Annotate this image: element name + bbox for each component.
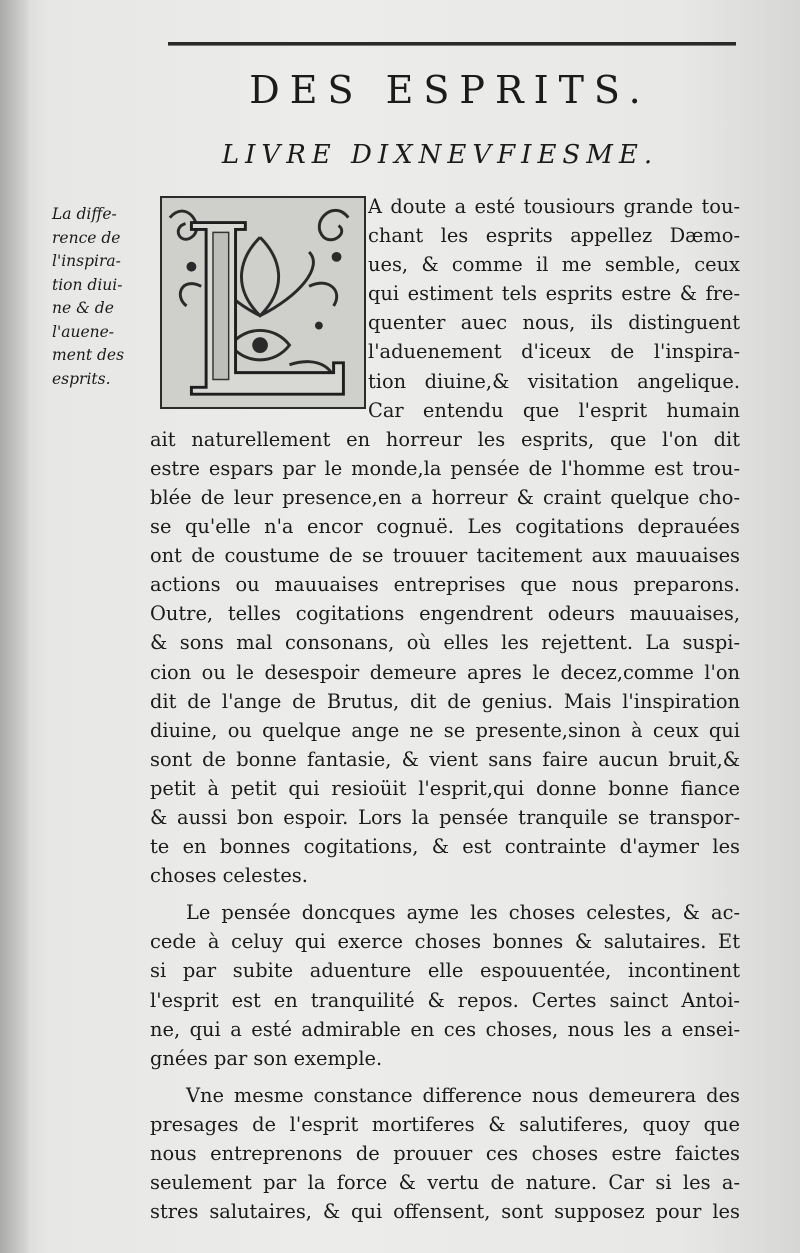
- marginal-line: esprits.: [52, 369, 111, 388]
- marginal-line: tion diui-: [52, 275, 123, 294]
- text-line: actions ou mauuaises entreprises que nous preparons.: [150, 573, 740, 597]
- text-line: cede à celuy qui exerce choses bonnes & salutaires. Et: [150, 930, 740, 954]
- marginal-line: l'auene-: [52, 322, 115, 341]
- marginal-line: rence de: [52, 228, 121, 247]
- text-line: te en bonnes cogitations, & est contrainte d'aymer les: [150, 835, 740, 859]
- text-line: ues, & comme il me semble, ceux: [368, 253, 740, 277]
- marginal-line: l'inspira-: [52, 252, 121, 270]
- text-line: ait naturellement en horreur les esprits, que l'on dit: [150, 427, 740, 451]
- text-line: choses celestes.: [150, 864, 308, 888]
- text-line: seulement par la force & vertu de nature. Car si les a-: [150, 1171, 740, 1195]
- text-line: l'esprit est en tranquilité & repos. Certes sainct Antoi-: [150, 988, 740, 1012]
- text-line: ont de coustume de se trouuer tacitement aux mauuaises: [150, 544, 740, 568]
- text-line: stres salutaires, & qui offensent, sont supposez pour les: [150, 1200, 740, 1224]
- text-line: blée de leur presence,en a horreur & craint quelque cho-: [150, 485, 740, 509]
- text-line: presages de l'esprit mortiferes & salutiferes, quoy que: [150, 1112, 740, 1136]
- text-line: Car entendu que l'esprit humain: [368, 398, 740, 422]
- text-line: petit à petit qui resioüit l'esprit,qui donne bonne fiance: [150, 776, 740, 800]
- text-line: sont de bonne fantasie, & vient sans faire aucun bruit,&: [150, 747, 740, 771]
- text-line: chant les esprits appellez Dæmo-: [368, 224, 740, 248]
- text-line: nous entreprenons de prouuer ces choses estre faictes: [150, 1142, 740, 1165]
- text-line: gnées par son exemple.: [150, 1046, 383, 1070]
- text-line: estre espars par le monde,la pensée de l'homme est trou-: [150, 456, 740, 480]
- text-line: & aussi bon espoir. Lors la pensée tranquile se transpor-: [150, 805, 740, 829]
- body-text: [150, 192, 740, 1226]
- text-line: ne, qui a esté admirable en ces choses, nous les a ensei-: [150, 1017, 740, 1041]
- book-subtitle: LIVRE DIXNEVFIESME.: [221, 140, 659, 170]
- text-line: cion ou le desespoir demeure apres le decez,comme l'on: [150, 660, 740, 684]
- text-line: Vne mesme constance difference nous demeurera des: [186, 1083, 740, 1107]
- marginal-line: La diffe-: [52, 205, 117, 223]
- text-line: tion diuine,& visitation angelique.: [368, 369, 740, 393]
- text-line: dit de l'ange de Brutus, dit de genius. Mais l'inspiration: [150, 689, 740, 713]
- text-line: se qu'elle n'a encor cognuë. Les cogitations deprauées: [150, 515, 740, 539]
- text-line: diuine, ou quelque ange ne se presente,sinon à ceux qui: [150, 718, 740, 742]
- text-line: & sons mal consonans, où elles les rejettent. La suspi-: [150, 631, 740, 655]
- marginal-note: [52, 203, 150, 391]
- header-rule: [168, 42, 736, 46]
- text-line: Le pensée doncques ayme les choses celestes, & ac-: [186, 901, 740, 925]
- text-line: A doute a esté tousiours grande tou-: [368, 195, 740, 218]
- text-line: Outre, telles cogitations engendrent odeurs mauuaises,: [150, 602, 740, 626]
- text-line: quenter auec nous, ils distinguent: [368, 311, 740, 335]
- text-line: qui estiment tels esprits estre & fre-: [368, 282, 740, 306]
- paragraph-gap: [150, 1073, 740, 1081]
- marginal-line: ment des: [52, 346, 125, 364]
- marginal-line: ne & de: [52, 299, 114, 317]
- text-line: l'aduenement d'iceux de l'inspira-: [368, 340, 740, 364]
- paragraph-gap: [150, 890, 740, 898]
- text-line: si par subite aduenture elle espouuentée, incontinent: [150, 959, 740, 983]
- page-title: DES ESPRITS.: [249, 68, 651, 112]
